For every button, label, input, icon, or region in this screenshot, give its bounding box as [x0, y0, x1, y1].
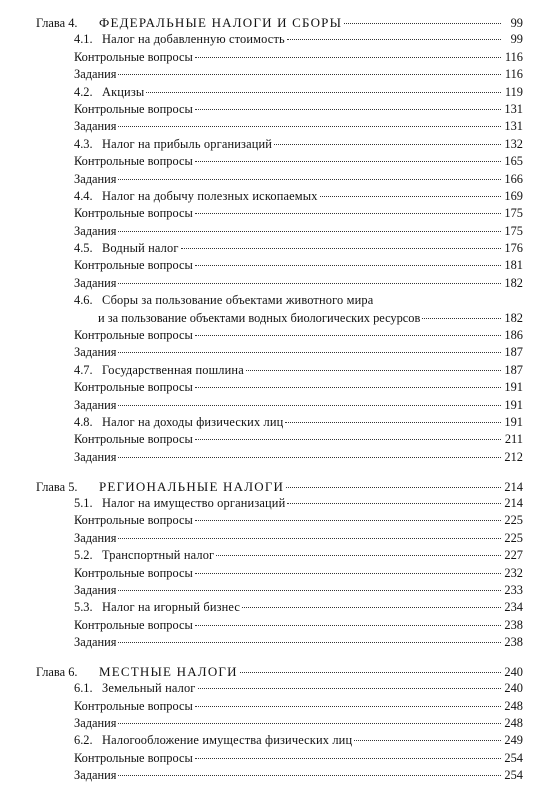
toc-entry-page: 254	[504, 750, 523, 765]
toc-entry-number: 5.3.	[74, 600, 93, 615]
toc-item-entry	[36, 49, 523, 66]
toc-entry-page: 116	[504, 49, 523, 64]
toc-entry-page: 166	[504, 171, 523, 186]
dot-leader	[118, 404, 501, 406]
table-of-contents	[36, 14, 523, 785]
dot-leader	[118, 351, 501, 353]
toc-section-entry	[36, 188, 523, 205]
toc-entry-title: Государственная пошлина	[102, 362, 244, 377]
toc-entry-title: Налог на игорный бизнес	[102, 600, 241, 615]
dot-leader	[118, 456, 501, 458]
toc-section-entry	[36, 732, 523, 749]
toc-entry-page: 116	[504, 67, 523, 82]
dot-leader	[118, 722, 501, 724]
toc-entry-title: Задания	[74, 449, 117, 464]
toc-entry-number: 4.6.	[74, 293, 93, 308]
toc-entry-title: Налог на прибыль организаций	[102, 136, 273, 151]
toc-entry-page: 212	[504, 449, 523, 464]
toc-entry-number: 4.2.	[74, 84, 93, 99]
dot-leader	[198, 687, 501, 689]
dot-leader	[422, 317, 501, 319]
toc-entry-title: Задания	[74, 397, 117, 412]
dot-leader	[195, 705, 501, 707]
toc-item-entry	[36, 715, 523, 732]
dot-leader	[181, 247, 501, 249]
toc-entry-number: 4.1.	[74, 32, 93, 47]
toc-entry-page: 214	[504, 495, 523, 510]
toc-item-entry	[36, 767, 523, 784]
dot-leader	[240, 671, 501, 673]
dot-leader	[195, 624, 501, 626]
toc-entry-title: МЕСТНЫЕ НАЛОГИ	[99, 663, 238, 679]
toc-entry-title: Акцизы	[102, 84, 145, 99]
toc-item-entry	[36, 397, 523, 414]
dot-leader	[195, 757, 501, 759]
toc-entry-title: Задания	[74, 768, 117, 783]
toc-entry-title: Контрольные вопросы	[74, 154, 193, 169]
toc-entry-page: 225	[504, 530, 523, 545]
toc-entry-page: 131	[504, 119, 523, 134]
toc-entry-page: 191	[504, 380, 523, 395]
toc-item-entry	[36, 431, 523, 448]
toc-entry-title: Транспортный налог	[102, 548, 215, 563]
toc-entry-page: 131	[504, 101, 523, 116]
toc-entry-page: 240	[504, 681, 523, 696]
toc-entry-title: Задания	[74, 119, 117, 134]
toc-entry-number: Глава 5.	[36, 479, 78, 494]
toc-entry-title: Налог на добычу полезных ископаемых	[102, 188, 318, 203]
toc-section-entry	[36, 362, 523, 379]
dot-leader	[195, 519, 501, 521]
toc-entry-page: 181	[504, 258, 523, 273]
toc-entry-title: Контрольные вопросы	[74, 432, 193, 447]
toc-section-entry	[36, 84, 523, 101]
toc-entry-title: Задания	[74, 345, 117, 360]
toc-entry-number: 4.4.	[74, 188, 93, 203]
toc-section-entry	[36, 136, 523, 153]
toc-entry-title: ФЕДЕРАЛЬНЫЕ НАЛОГИ И СБОРЫ	[99, 15, 343, 30]
dot-leader	[285, 421, 501, 423]
dot-leader	[118, 73, 501, 75]
toc-entry-title: Контрольные вопросы	[74, 380, 193, 395]
toc-entry-page: 248	[504, 698, 523, 713]
toc-item-entry	[36, 223, 523, 240]
dot-leader	[118, 282, 501, 284]
toc-item-entry	[36, 379, 523, 396]
toc-entry-page: 225	[504, 513, 523, 528]
toc-entry-page: 248	[504, 716, 523, 731]
toc-entry-title: Контрольные вопросы	[74, 258, 193, 273]
toc-item-entry	[36, 344, 523, 361]
toc-entry-page: 182	[504, 310, 523, 325]
toc-entry-number: 6.1.	[74, 681, 93, 696]
toc-item-entry	[36, 327, 523, 344]
dot-leader	[195, 212, 501, 214]
toc-item-entry	[36, 530, 523, 547]
toc-entry-title: Контрольные вопросы	[74, 49, 193, 64]
dot-leader	[320, 195, 501, 197]
toc-entry-number: 4.3.	[74, 136, 93, 151]
toc-entry-title: Земельный налог	[102, 681, 196, 696]
dot-leader	[354, 739, 501, 741]
toc-entry-page: 234	[504, 600, 523, 615]
toc-entry-title: Водный налог	[102, 241, 179, 256]
toc-entry-page: 238	[504, 635, 523, 650]
toc-entry-page: 175	[504, 206, 523, 221]
toc-item-entry	[36, 634, 523, 651]
dot-leader	[195, 386, 501, 388]
toc-entry-page: 99	[510, 32, 523, 47]
toc-entry-title: Задания	[74, 275, 117, 290]
dot-leader	[344, 22, 501, 24]
dot-leader	[118, 641, 501, 643]
toc-item-entry	[36, 275, 523, 292]
dot-leader	[375, 300, 501, 301]
toc-entry-page: 227	[504, 548, 523, 563]
toc-entry-title: Контрольные вопросы	[74, 328, 193, 343]
toc-item-entry	[36, 565, 523, 582]
toc-entry-page: 191	[504, 414, 523, 429]
dot-leader	[118, 178, 501, 180]
toc-item-entry	[36, 66, 523, 83]
toc-section-entry	[36, 680, 523, 697]
toc-entry-page: 132	[504, 136, 523, 151]
toc-chapter-entry	[36, 663, 523, 680]
toc-item-entry	[36, 512, 523, 529]
toc-chapter-entry	[36, 14, 523, 31]
toc-item-entry	[36, 617, 523, 634]
dot-leader	[195, 56, 501, 58]
dot-leader	[118, 230, 501, 232]
toc-section-entry	[36, 414, 523, 431]
toc-entry-title: Налог на добавленную стоимость	[102, 32, 285, 47]
toc-section-entry	[36, 240, 523, 257]
toc-entry-page: 165	[504, 154, 523, 169]
dot-leader	[195, 438, 501, 440]
toc-entry-number: 4.7.	[74, 362, 93, 377]
toc-entry-title: и за пользование объектами водных биологических ресурсов	[98, 310, 421, 325]
toc-entry-title: Контрольные вопросы	[74, 750, 193, 765]
dot-leader	[287, 502, 501, 504]
toc-entry-page: 211	[504, 432, 523, 447]
toc-entry-page: 119	[504, 84, 523, 99]
toc-entry-title: Налог на доходы физических лиц	[102, 414, 284, 429]
toc-entry-title: РЕГИОНАЛЬНЫЕ НАЛОГИ	[99, 478, 285, 494]
toc-section-entry	[36, 31, 523, 48]
toc-item-entry	[36, 118, 523, 135]
toc-entry-number: Глава 4.	[36, 16, 78, 30]
dot-leader	[195, 160, 501, 162]
toc-entry-page: 169	[504, 188, 523, 203]
toc-entry-title: Задания	[74, 223, 117, 238]
toc-entry-title: Сборы за пользование объектами животного мира	[102, 293, 374, 308]
toc-entry-page: 232	[504, 565, 523, 580]
toc-entry-title: Налог на имущество организаций	[102, 495, 286, 510]
dot-leader	[118, 537, 501, 539]
toc-item-entry	[36, 101, 523, 118]
toc-entry-page: 182	[504, 275, 523, 290]
toc-entry-page: 187	[504, 345, 523, 360]
toc-entry-page: 249	[504, 733, 523, 748]
dot-leader	[195, 572, 501, 574]
toc-entry-page: 191	[504, 397, 523, 412]
dot-leader	[118, 774, 501, 776]
toc-entry-page: 186	[504, 328, 523, 343]
toc-item-entry	[36, 750, 523, 767]
toc-entry-title: Задания	[74, 171, 117, 186]
dot-leader	[118, 589, 501, 591]
dot-leader	[286, 486, 501, 488]
toc-entry-page: 99	[510, 16, 523, 30]
toc-entry-number: 6.2.	[74, 733, 93, 748]
toc-item-entry	[36, 257, 523, 274]
toc-item-entry	[36, 582, 523, 599]
toc-section-entry-continuation	[36, 310, 523, 327]
toc-item-entry	[36, 205, 523, 222]
toc-section-entry	[36, 292, 523, 309]
toc-entry-title: Контрольные вопросы	[74, 101, 193, 116]
toc-entry-title: Задания	[74, 716, 117, 731]
dot-leader	[287, 38, 501, 40]
toc-item-entry	[36, 449, 523, 466]
toc-entry-title: Задания	[74, 582, 117, 597]
dot-leader	[195, 334, 501, 336]
toc-entry-page: 254	[504, 768, 523, 783]
toc-entry-page: 187	[504, 362, 523, 377]
toc-entry-page: 233	[504, 582, 523, 597]
toc-section-entry	[36, 495, 523, 512]
toc-entry-title: Задания	[74, 67, 117, 82]
toc-section-entry	[36, 547, 523, 564]
toc-entry-title: Задания	[74, 635, 117, 650]
toc-entry-number: 5.1.	[74, 495, 93, 510]
toc-entry-number: 5.2.	[74, 548, 93, 563]
toc-entry-page: 175	[504, 223, 523, 238]
toc-entry-page: 176	[504, 241, 523, 256]
toc-section-entry	[36, 599, 523, 616]
dot-leader	[146, 91, 501, 93]
toc-entry-title: Контрольные вопросы	[74, 206, 193, 221]
toc-entry-page: 238	[504, 617, 523, 632]
toc-item-entry	[36, 153, 523, 170]
toc-entry-title: Задания	[74, 530, 117, 545]
toc-entry-page: 214	[504, 479, 523, 494]
toc-entry-title: Контрольные вопросы	[74, 513, 193, 528]
toc-item-entry	[36, 698, 523, 715]
toc-chapter-entry	[36, 478, 523, 495]
toc-entry-number: 4.5.	[74, 241, 93, 256]
dot-leader	[195, 108, 501, 110]
dot-leader	[195, 264, 501, 266]
toc-entry-page: 240	[504, 664, 523, 679]
toc-entry-title: Контрольные вопросы	[74, 698, 193, 713]
toc-item-entry	[36, 171, 523, 188]
dot-leader	[216, 554, 501, 556]
toc-entry-title: Контрольные вопросы	[74, 617, 193, 632]
toc-entry-title: Контрольные вопросы	[74, 565, 193, 580]
toc-entry-number: 4.8.	[74, 414, 93, 429]
toc-entry-title: Налогообложение имущества физических лиц	[102, 733, 353, 748]
dot-leader	[246, 369, 501, 371]
dot-leader	[118, 125, 501, 127]
toc-entry-number: Глава 6.	[36, 664, 78, 679]
dot-leader	[242, 606, 501, 608]
dot-leader	[274, 143, 501, 145]
